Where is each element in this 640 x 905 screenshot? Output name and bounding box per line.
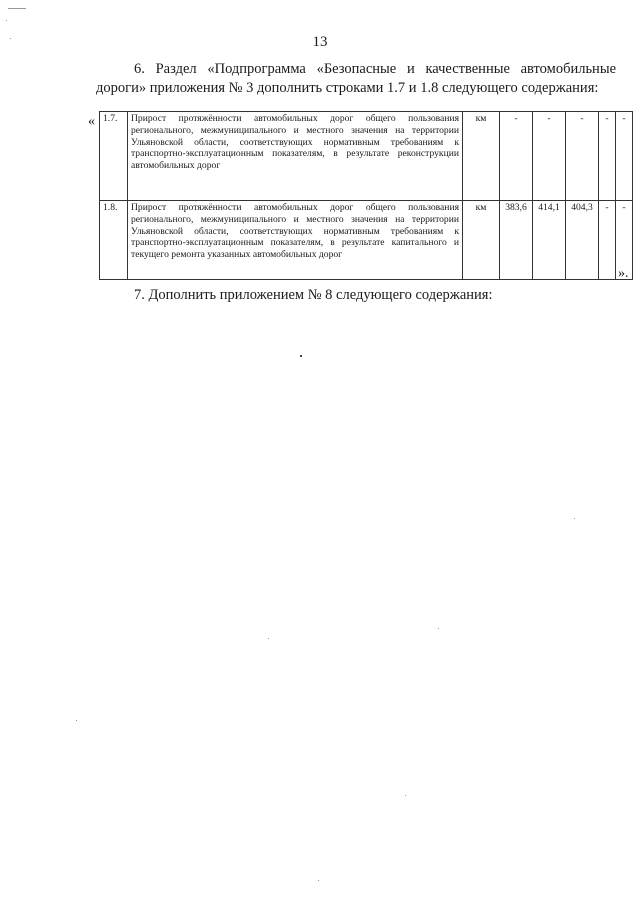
row-value-1: 383,6: [500, 201, 533, 280]
scan-speck: [574, 518, 575, 519]
row-unit: км: [463, 201, 500, 280]
page-number: 13: [312, 34, 328, 50]
row-value-2: -: [533, 112, 566, 201]
row-description: Прирост протяжённости автомобильных дорог общего пользования регионального, межмуниципального и местного значения на территории Ульяновской области, соответствующих нормативным требованиям к транспортно-эксплуатационным показателям, в результате реконструкции автомобильных дорог: [128, 112, 463, 201]
scan-speck: [8, 8, 26, 9]
scan-speck: [300, 355, 302, 357]
scan-speck: [76, 720, 77, 721]
scan-speck: [405, 795, 406, 796]
row-value-5: -: [616, 112, 633, 201]
row-description: Прирост протяжённости автомобильных дорог общего пользования регионального, межмуниципального и местного значения на территории Ульяновской области, соответствующих нормативным требованиям к транспортно-эксплуатационным показателям, в результате капитального и текущего ремонта указанных автомобильных дорог: [128, 201, 463, 280]
row-value-3: 404,3: [566, 201, 599, 280]
row-number: 1.8.: [100, 201, 128, 280]
closing-quote: ».: [618, 266, 629, 281]
row-value-1: -: [500, 112, 533, 201]
row-value-3: -: [566, 112, 599, 201]
scan-speck: [10, 38, 11, 39]
row-number: 1.7.: [100, 112, 128, 201]
scan-speck: [268, 638, 269, 639]
row-unit: км: [463, 112, 500, 201]
row-value-2: 414,1: [533, 201, 566, 280]
amendment-table: [99, 111, 633, 280]
paragraph-7: 7. Дополнить приложением № 8 следующего содержания:: [134, 287, 493, 303]
scan-speck: [438, 628, 439, 629]
table-row: [100, 112, 633, 201]
row-value-4: -: [599, 112, 616, 201]
row-value-5: -: [616, 201, 633, 280]
table-row: [100, 201, 633, 280]
row-value-4: -: [599, 201, 616, 280]
scan-speck: [318, 880, 319, 881]
opening-quote: «: [88, 114, 95, 129]
paragraph-6: 6. Раздел «Подпрограмма «Безопасные и качественные автомобильные дороги» приложения № 3 дополнить строками 1.7 и 1.8 следующего содержания:: [96, 61, 616, 96]
scan-speck: [6, 20, 7, 21]
